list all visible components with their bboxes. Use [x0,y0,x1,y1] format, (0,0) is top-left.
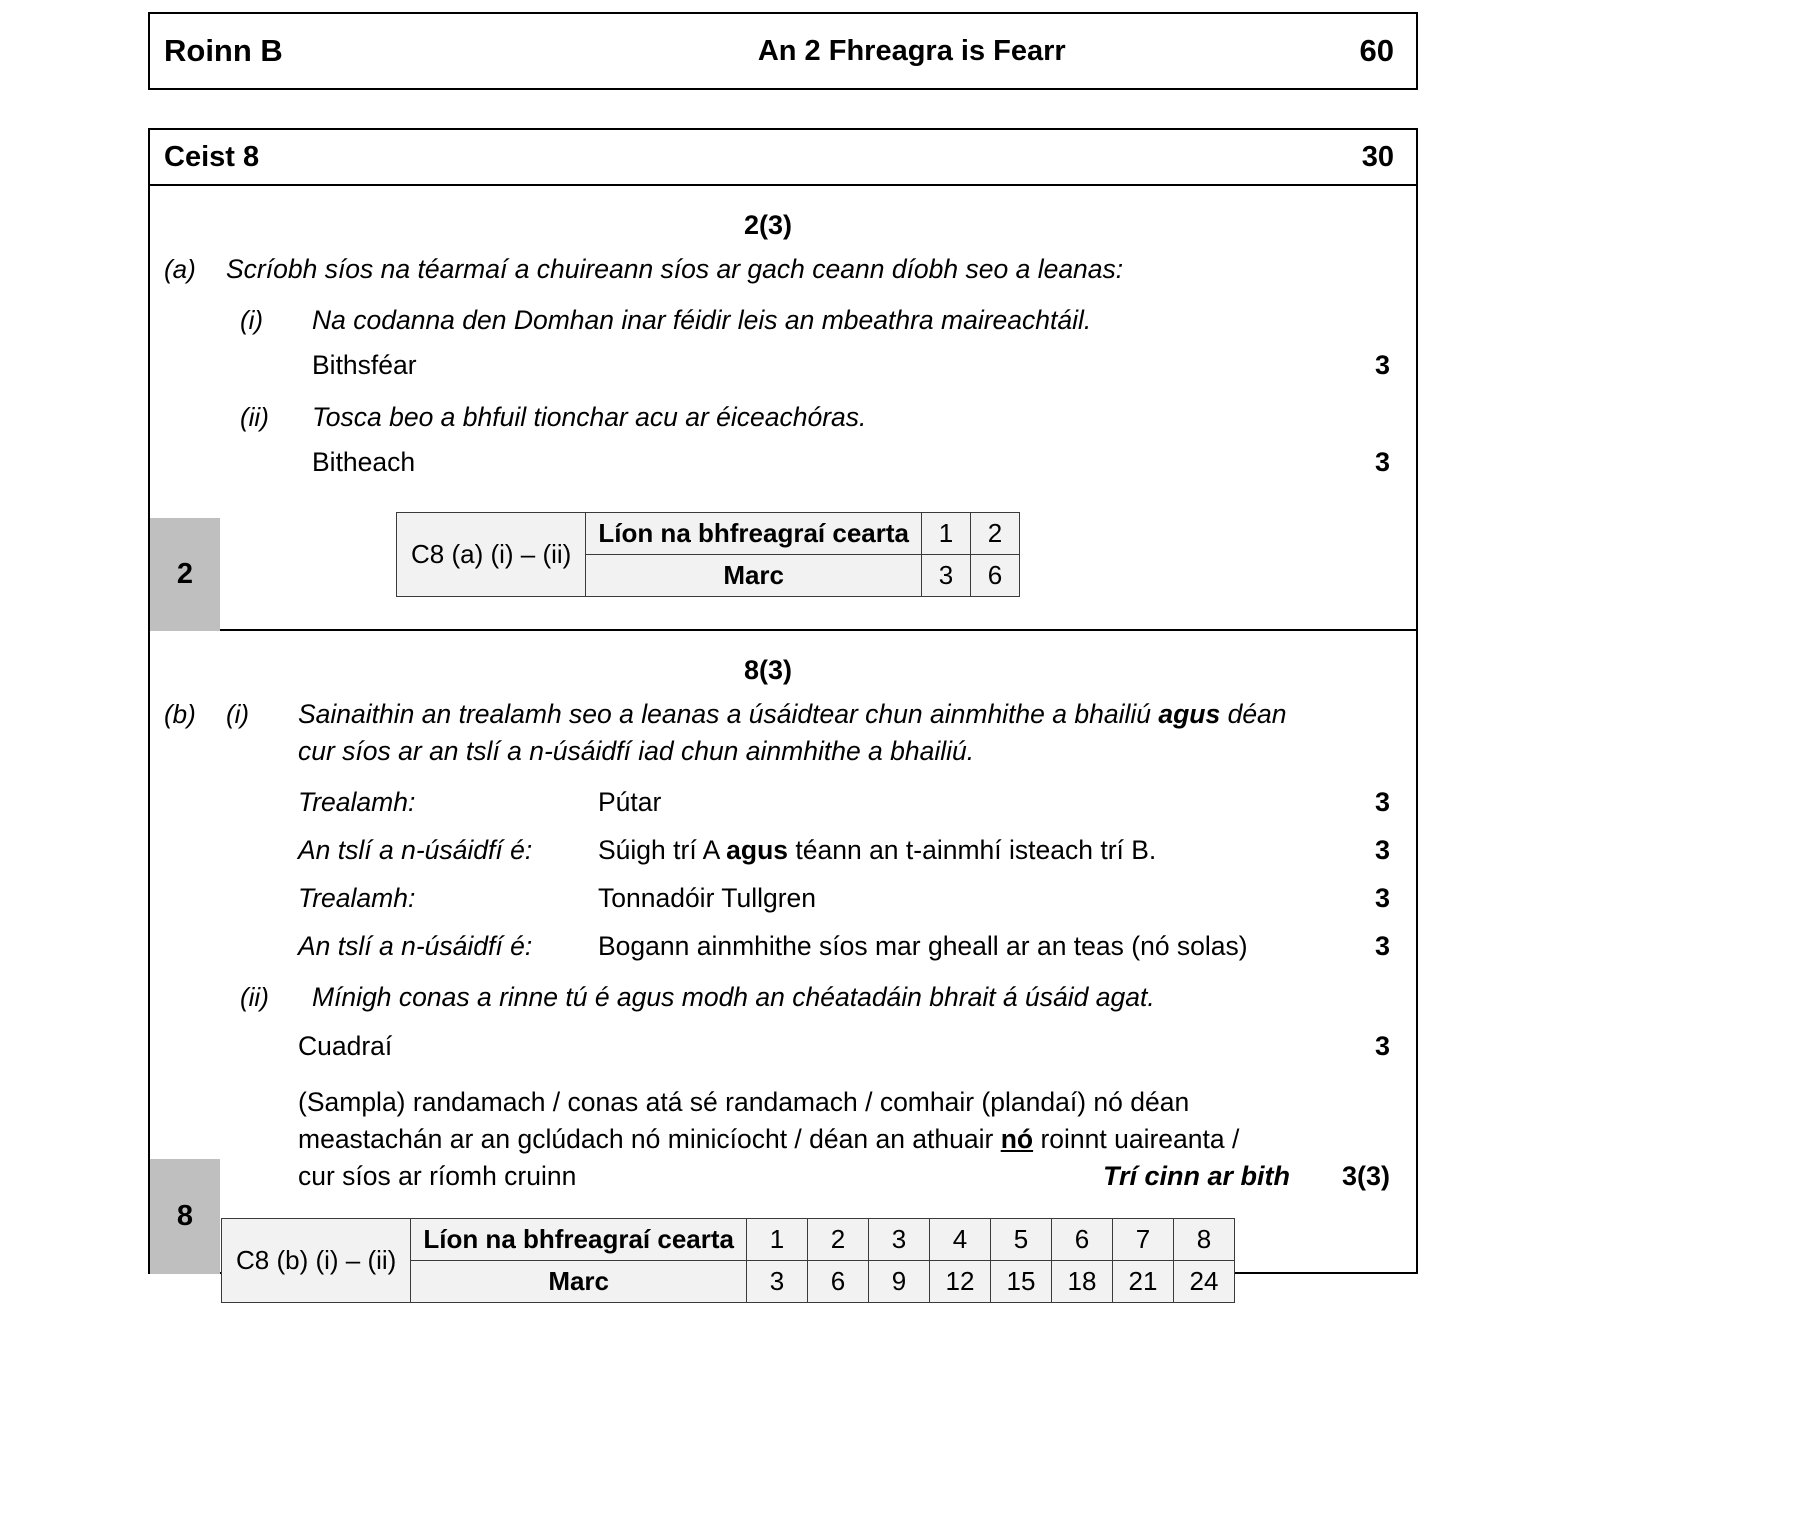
part-b-table-row2-c6: 18 [1052,1261,1113,1303]
part-b-row-1-mark: 3 [1374,787,1390,818]
part-b-row-3-value [598,880,1326,917]
part-b-table-row1-header: Líon na bhfreagraí cearta [411,1219,747,1261]
part-b-row-2 [150,832,1416,870]
part-a-item-2-answer-row [150,444,1416,482]
part-a-item-2-roman: (ii) [240,401,269,432]
part-a-table-row1-c2: 2 [971,512,1020,554]
table-row [222,1219,1235,1261]
part-b-row-3-value-pre: Tonnadóir Tullgren [598,882,817,913]
question-label: Ceist 8 [164,140,260,173]
part-b-table-row1-c3: 3 [869,1219,930,1261]
table-row [397,512,1020,554]
part-b-table-row2-c1: 3 [747,1261,808,1303]
section-title: An 2 Fhreagra is Fearr [757,34,1066,67]
part-a-stem-row [150,251,1416,288]
part-b-row-2-label: An tslí a n-úsáidfí é: [298,834,533,865]
part-b-stem-line2: cur síos ar an tslí a n-úsáidfí iad chun ainmhithe a bhailiú. [298,736,975,767]
part-b-marks-table-wrap [150,1218,1416,1303]
part-b-centre-mark: 8(3) [743,655,792,685]
question-box [148,128,1418,1297]
part-b-item-ii-row [150,979,1416,1016]
part-b-stem-row [150,696,1416,770]
part-b-row-4-value-pre: Bogann ainmhithe síos mar gheall ar an teas (nó solas) [598,930,1248,961]
part-b-stem-line1-bold: agus [1158,699,1221,729]
part-b-row-2-value-post: téann an t-ainmhí isteach trí B. [788,834,1157,865]
part-b-row-1-content [298,784,1326,821]
part-b-item-ii-answer-row [150,1028,1416,1066]
part-b-table-row1-c4: 4 [930,1219,991,1261]
part-b-row-4-value [598,928,1326,965]
part-b-row-3-mark: 3 [1374,882,1390,913]
part-b-row-4-content [298,928,1326,965]
part-b-item-i-roman: (i) [226,699,250,729]
part-b-row-1-value [598,784,1326,821]
part-a-item-1-answer: Bithsféar [312,350,417,381]
part-b-table-row1-c1: 1 [747,1219,808,1261]
part-a-item-2-question: Tosca beo a bhfuil tionchar acu ar éiceachóras. [312,401,867,432]
part-a-marks-table [396,512,1020,597]
part-b-item-ii-list [298,1084,1300,1196]
part-a-side-mark: 2 [150,518,220,631]
part-b-row-1 [150,784,1416,822]
part-b-row-1-label: Trealamh: [298,787,416,818]
part-b-table-row1-c7: 7 [1113,1219,1174,1261]
part-b-row-2-mark: 3 [1374,834,1390,865]
part-b-row-1-value-pre: Pútar [598,787,662,818]
part-b-table-code: C8 (b) (i) – (ii) [222,1219,411,1303]
part-b-table-row2-c7: 21 [1113,1261,1174,1303]
part-b-table-row2-c5: 15 [991,1261,1052,1303]
part-a-item-1-question-row [150,302,1416,339]
part-a-item-2-answer: Bitheach [312,447,416,478]
part-b-row-2-value [598,832,1326,869]
part-b-item-ii-answer-mark: 3 [1374,1031,1390,1062]
part-b-table-row2-header: Marc [411,1261,747,1303]
part-a [150,186,1416,631]
part-a-table-code: C8 (a) (i) – (ii) [397,512,586,596]
part-b-any-three: Trí cinn ar bith [1102,1161,1290,1192]
part-a-item-1-roman: (i) [240,305,264,336]
part-b-row-4-label: An tslí a n-úsáidfí é: [298,930,533,961]
part-b-item-ii-roman: (ii) [240,982,269,1013]
part-b-stem-line1-post: déan [1220,699,1287,729]
part-a-table-row1-c1: 1 [922,512,971,554]
section-total-marks: 60 [1359,33,1394,68]
part-b-list-line-2-underline: nó [1000,1124,1034,1155]
part-b-table-row1-c5: 5 [991,1219,1052,1261]
part-b-table-row2-c2: 6 [808,1261,869,1303]
part-b-table-row1-c2: 2 [808,1219,869,1261]
part-a-item-1-mark: 3 [1374,350,1390,381]
part-a-item-1-answer-row [150,347,1416,385]
part-b-item-ii-answer: Cuadraí [298,1031,393,1062]
part-b-list-line-1: (Sampla) randamach / conas atá sé randamach / comhair (plandaí) nó déan [298,1087,1190,1118]
part-a-item-2-question-row [150,399,1416,436]
part-b-row-2-value-bold: agus [726,834,789,865]
part-a-centre-mark: 2(3) [743,210,792,240]
part-b-table-row2-c3: 9 [869,1261,930,1303]
part-b-table-row2-c4: 12 [930,1261,991,1303]
part-b-row-3-content [298,880,1326,917]
part-b [150,631,1416,1297]
part-b-row-4 [150,928,1416,966]
part-a-table-row2-c1: 3 [922,554,971,596]
part-b-final-mark: 3(3) [1341,1161,1390,1192]
question-header [150,130,1416,186]
part-a-table-row2-header: Marc [586,554,922,596]
part-b-stem-line1-pre: Sainaithin an trealamh seo a leanas a úsáidtear chun ainmhithe a bhailiú [298,699,1159,729]
section-banner [148,12,1418,90]
part-b-list-line-3: cur síos ar ríomh cruinn [298,1161,577,1192]
part-a-stem: Scríobh síos na téarmaí a chuireann síos ar gach ceann díobh seo a leanas: [226,254,1124,284]
part-a-table-row2-c2: 6 [971,554,1020,596]
part-b-row-3 [150,880,1416,918]
section-label: Roinn B [164,33,283,68]
part-a-letter: (a) [164,254,196,284]
part-b-row-2-value-pre: Súigh trí A [598,834,727,865]
part-b-row-3-label: Trealamh: [298,882,416,913]
part-b-item-ii-stem: Mínigh conas a rinne tú é agus modh an chéatadáin bhrait á úsáid agat. [312,982,1155,1013]
part-b-row-2-content [298,832,1326,869]
part-b-item-ii-list-row [150,1084,1416,1196]
part-b-list-line-2-post: roinnt uaireanta / [1033,1124,1240,1155]
part-b-row-4-mark: 3 [1374,930,1390,961]
part-a-item-2-mark: 3 [1374,447,1390,478]
part-b-table-row1-c6: 6 [1052,1219,1113,1261]
part-b-table-row2-c8: 24 [1174,1261,1235,1303]
part-b-item-i-stem [298,696,1326,770]
part-a-marks-table-wrap [150,512,1416,597]
part-a-table-row1-header: Líon na bhfreagraí cearta [586,512,922,554]
part-a-item-1-question: Na codanna den Domhan inar féidir leis an mbeathra maireachtáil. [312,305,1092,336]
part-b-marks-table [221,1218,1235,1303]
part-b-letter: (b) [164,699,196,729]
question-total-marks: 30 [1361,140,1394,173]
part-b-list-line-2-pre: meastachán ar an gclúdach nó minicíocht / déan an athuair [298,1124,1001,1155]
part-b-list-line-2 [298,1121,1300,1158]
part-b-table-row1-c8: 8 [1174,1219,1235,1261]
part-b-side-mark: 8 [150,1159,220,1274]
part-b-list-line-3-row [298,1158,1300,1196]
